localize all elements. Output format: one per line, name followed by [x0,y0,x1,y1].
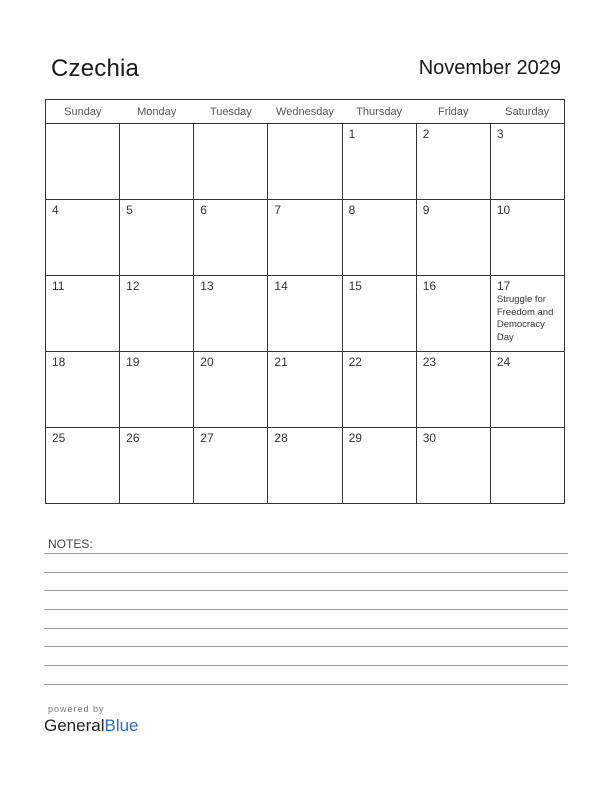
day-number: 2 [422,127,430,141]
day-number: 19 [126,355,140,369]
day-cell [416,428,490,504]
day-cell [416,200,490,276]
weekday-monday: Monday [120,100,194,124]
note-line [44,553,568,554]
empty-day-cell [268,124,342,200]
day-cell [342,124,416,200]
day-cell [342,276,416,352]
day-cell [120,428,194,504]
day-number: 25 [52,431,66,445]
day-cell [120,352,194,428]
day-number: 29 [348,431,362,445]
day-number: 15 [348,279,362,293]
brand-blue: Blue [104,716,139,735]
day-cell [342,352,416,428]
weekday-saturday: Saturday [490,100,564,124]
day-cell [194,276,268,352]
day-number: 14 [274,279,288,293]
day-cell [416,352,490,428]
empty-day-cell [46,124,120,200]
day-cell [268,276,342,352]
day-cell [490,352,564,428]
day-cell [46,276,120,352]
weekday-thursday: Thursday [342,100,416,124]
day-number: 30 [422,431,437,445]
week-row [46,352,565,428]
day-number: 8 [348,203,356,217]
weekday-sunday: Sunday [46,100,120,124]
day-cell [194,428,268,504]
day-number: 13 [200,279,214,293]
note-line [44,609,568,610]
day-cell [120,276,194,352]
day-cell [194,200,268,276]
day-number: 23 [422,355,437,369]
day-number: 24 [496,355,511,369]
day-number: 17 [496,279,511,293]
day-number: 9 [422,203,430,217]
day-number: 3 [496,127,504,141]
day-cell [416,276,490,352]
day-number: 5 [126,203,133,217]
day-number: 20 [200,355,214,369]
day-number: 6 [200,203,207,217]
week-row [46,124,565,200]
note-line [44,646,568,647]
calendar-grid [45,99,565,504]
day-number: 16 [422,279,437,293]
day-number: 4 [52,203,59,217]
day-cell [268,428,342,504]
note-line [44,572,568,573]
day-number: 1 [348,127,356,141]
day-number: 22 [348,355,362,369]
day-cell [194,352,268,428]
weekday-wednesday: Wednesday [268,100,342,124]
day-number: 10 [496,203,511,217]
empty-day-cell [194,124,268,200]
day-cell [120,200,194,276]
day-number: 7 [274,203,282,217]
day-cell [268,200,342,276]
brand-logo [44,716,139,736]
day-cell [490,276,564,352]
week-row [46,276,565,352]
powered-by-text: powered by [48,704,105,714]
week-row [46,200,565,276]
day-cell [342,428,416,504]
day-cell [46,428,120,504]
day-number: 27 [200,431,214,445]
brand-general: General [44,716,105,735]
empty-day-cell [490,428,564,504]
day-number: 18 [52,355,66,369]
day-cell [416,124,490,200]
weekday-tuesday: Tuesday [194,100,268,124]
empty-day-cell [120,124,194,200]
note-line [44,590,568,591]
day-cell [342,200,416,276]
note-line [44,684,568,685]
day-cell [490,200,564,276]
note-line [44,665,568,666]
notes-label: NOTES: [48,537,93,551]
day-cell [46,200,120,276]
note-line [44,628,568,629]
day-cell [46,352,120,428]
country-title: Czechia [51,55,140,82]
day-number: 11 [52,279,65,293]
day-number: 26 [126,431,140,445]
week-row [46,428,565,504]
day-number: 28 [274,431,288,445]
day-number: 12 [126,279,140,293]
day-cell [268,352,342,428]
holiday-label: Struggle for Freedom and Democracy Day [496,294,554,343]
weekday-friday: Friday [416,100,490,124]
month-title: November 2029 [418,57,561,79]
day-number: 21 [274,355,288,369]
weekday-header-row [46,100,565,124]
day-cell [490,124,564,200]
